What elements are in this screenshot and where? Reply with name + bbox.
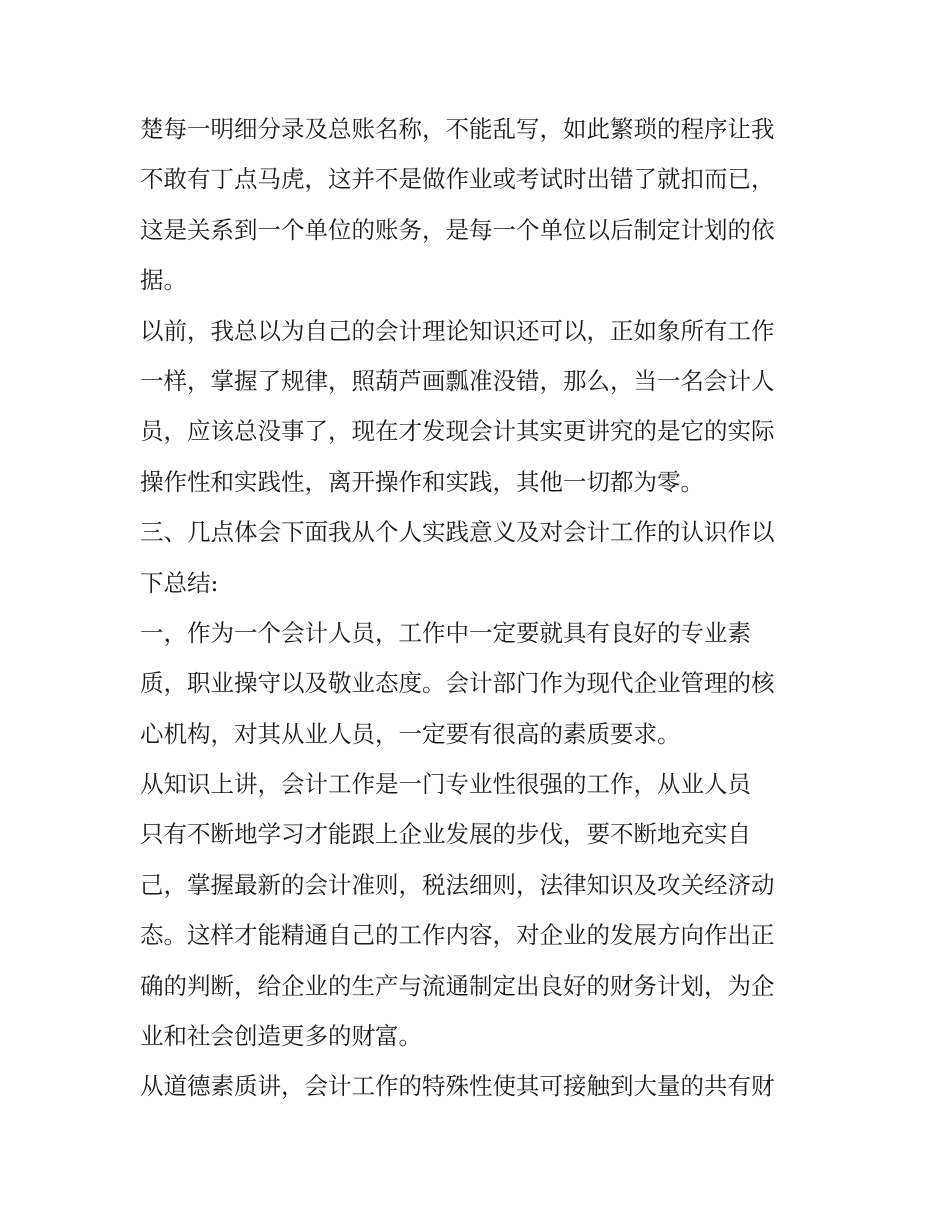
text-line-13: 心机构，对其从业人员，一定要有很高的素质要求。: [140, 719, 681, 748]
text-line-4: 据。: [140, 266, 187, 295]
text-line-2: 不敢有丁点马虎，这并不是做作业或考试时出错了就扣而已，: [140, 165, 775, 194]
text-line-3: 这是关系到一个单位的账务，是每一个单位以后制定计划的依: [140, 215, 775, 244]
text-line-7: 员，应该总没事了，现在才发现会计其实更讲究的是它的实际: [140, 417, 775, 446]
text-line-20: 从道德素质讲，会计工作的特殊性使其可接触到大量的共有财: [140, 1072, 775, 1101]
text-line-11: 一，作为一个会计人员，工作中一定要就具有良好的专业素: [140, 618, 751, 647]
text-line-17: 态。这样才能精通自己的工作内容，对企业的发展方向作出正: [140, 921, 775, 950]
text-line-5: 以前，我总以为自己的会计理论知识还可以，正如象所有工作: [140, 316, 775, 345]
text-line-14: 从知识上讲，会计工作是一门专业性很强的工作，从业人员: [140, 770, 751, 799]
text-line-12: 质，职业操守以及敬业态度。会计部门作为现代企业管理的核: [140, 669, 775, 698]
text-line-16: 己，掌握最新的会计准则，税法细则，法律知识及攻关经济动: [140, 870, 775, 899]
text-line-8: 操作性和实践性，离开操作和实践，其他一切都为零。: [140, 467, 704, 496]
text-line-15: 只有不断地学习才能跟上企业发展的步伐，要不断地充实自: [140, 820, 751, 849]
text-line-19: 业和社会创造更多的财富。: [140, 1022, 422, 1051]
document-body: [140, 104, 820, 1112]
text-line-1: 楚每一明细分录及总账名称，不能乱写，如此繁琐的程序让我: [140, 115, 775, 143]
text-line-6: 一样，掌握了规律，照葫芦画瓢准没错，那么，当一名会计人: [140, 366, 775, 395]
text-line-9: 三、几点体会下面我从个人实践意义及对会计工作的认识作以: [140, 518, 775, 547]
text-line-18: 确的判断，给企业的生产与流通制定出良好的财务计划，为企: [140, 971, 775, 1000]
text-line-10: 下总结:: [140, 568, 219, 597]
